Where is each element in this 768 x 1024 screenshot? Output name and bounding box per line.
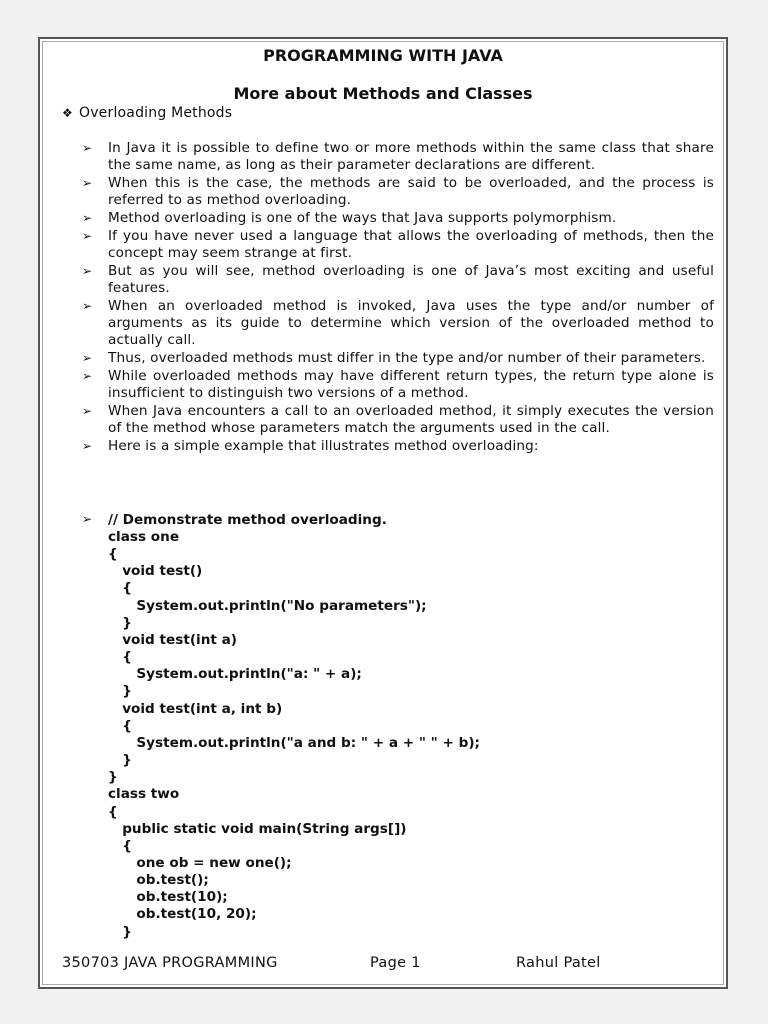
code-line: System.out.println("a: " + a); <box>108 666 362 683</box>
code-block <box>108 529 480 941</box>
arrow-bullet-icon: ➢ <box>82 211 93 225</box>
code-line: } <box>108 769 118 786</box>
code-line: ob.test(10, 20); <box>108 906 257 923</box>
document-title: PROGRAMMING WITH JAVA <box>263 46 503 65</box>
bullet-item <box>82 350 714 367</box>
bullet-item <box>82 403 714 437</box>
code-line: System.out.println("a and b: " + a + " " + b); <box>108 734 480 751</box>
bullet-list <box>82 140 714 456</box>
code-line: void test(int a, int b) <box>108 700 283 717</box>
document-subtitle: More about Methods and Classes <box>233 84 533 103</box>
footer-page-number: Page 1 <box>370 955 421 971</box>
arrow-bullet-icon: ➢ <box>82 512 93 526</box>
bullet-item <box>82 210 714 227</box>
arrow-bullet-icon: ➢ <box>82 229 93 243</box>
code-line: ob.test(10); <box>108 889 228 906</box>
code-line: } <box>108 683 132 700</box>
code-line: { <box>108 546 118 563</box>
code-line: { <box>108 649 132 666</box>
code-line: System.out.println("No parameters"); <box>108 597 427 614</box>
code-line: } <box>108 752 132 769</box>
code-line: } <box>108 614 132 631</box>
bullet-text: When this is the case, the methods are said to be overloaded, and the process is referred to as method overloading. <box>108 175 714 208</box>
section-heading <box>62 105 232 121</box>
code-comment: // Demonstrate method overloading. <box>108 512 387 528</box>
arrow-bullet-icon: ➢ <box>82 264 93 278</box>
footer-course: 350703 JAVA PROGRAMMING <box>62 955 278 971</box>
code-line: one ob = new one(); <box>108 854 292 871</box>
bullet-item <box>82 228 714 262</box>
bullet-item <box>82 438 714 455</box>
code-line: class two <box>108 786 180 803</box>
bullet-text: If you have never used a language that allows the overloading of methods, then the concept may seem strange at first. <box>108 228 714 261</box>
arrow-bullet-icon: ➢ <box>82 299 93 313</box>
bullet-text: Here is a simple example that illustrates method overloading: <box>108 438 539 454</box>
arrow-bullet-icon: ➢ <box>82 351 93 365</box>
bullet-item <box>82 140 714 174</box>
arrow-bullet-icon: ➢ <box>82 439 93 453</box>
code-line: void test() <box>108 563 203 580</box>
bullet-item <box>82 263 714 297</box>
bullet-item <box>82 368 714 402</box>
code-line: { <box>108 837 132 854</box>
code-line: ob.test(); <box>108 872 209 889</box>
bullet-text: Method overloading is one of the ways that Java supports polymorphism. <box>108 210 617 226</box>
code-line: { <box>108 717 132 734</box>
section-heading-text: Overloading Methods <box>78 105 233 121</box>
bullet-text: But as you will see, method overloading is one of Java’s most exciting and useful features. <box>108 263 714 296</box>
arrow-bullet-icon: ➢ <box>82 141 93 155</box>
arrow-bullet-icon: ➢ <box>82 369 93 383</box>
page-frame <box>38 37 728 989</box>
code-line: } <box>108 923 132 940</box>
bullet-text: While overloaded methods may have different return types, the return type alone is insufficient to distinguish two versions of a method. <box>108 368 714 401</box>
bullet-item <box>82 298 714 349</box>
bullet-text: When Java encounters a call to an overloaded method, it simply executes the version of the method whose parameters match the arguments used in the call. <box>108 403 714 436</box>
arrow-bullet-icon: ➢ <box>82 176 93 190</box>
bullet-text: In Java it is possible to define two or more methods within the same class that share the same name, as long as their parameter declarations are different. <box>108 140 714 173</box>
code-line: class one <box>108 529 180 545</box>
bullet-item <box>82 175 714 209</box>
arrow-bullet-icon: ➢ <box>82 404 93 418</box>
bullet-text: When an overloaded method is invoked, Java uses the type and/or number of arguments as its guide to determine which version of the overloaded method to actually call. <box>108 298 714 348</box>
footer-author: Rahul Patel <box>516 955 601 971</box>
code-line: { <box>108 803 118 820</box>
code-line: void test(int a) <box>108 631 237 648</box>
code-line: public static void main(String args[]) <box>108 820 407 837</box>
code-comment-line <box>82 512 387 528</box>
code-line: { <box>108 580 132 597</box>
diamond-bullet-icon: ❖ <box>62 106 73 120</box>
bullet-text: Thus, overloaded methods must differ in the type and/or number of their parameters. <box>108 350 706 366</box>
